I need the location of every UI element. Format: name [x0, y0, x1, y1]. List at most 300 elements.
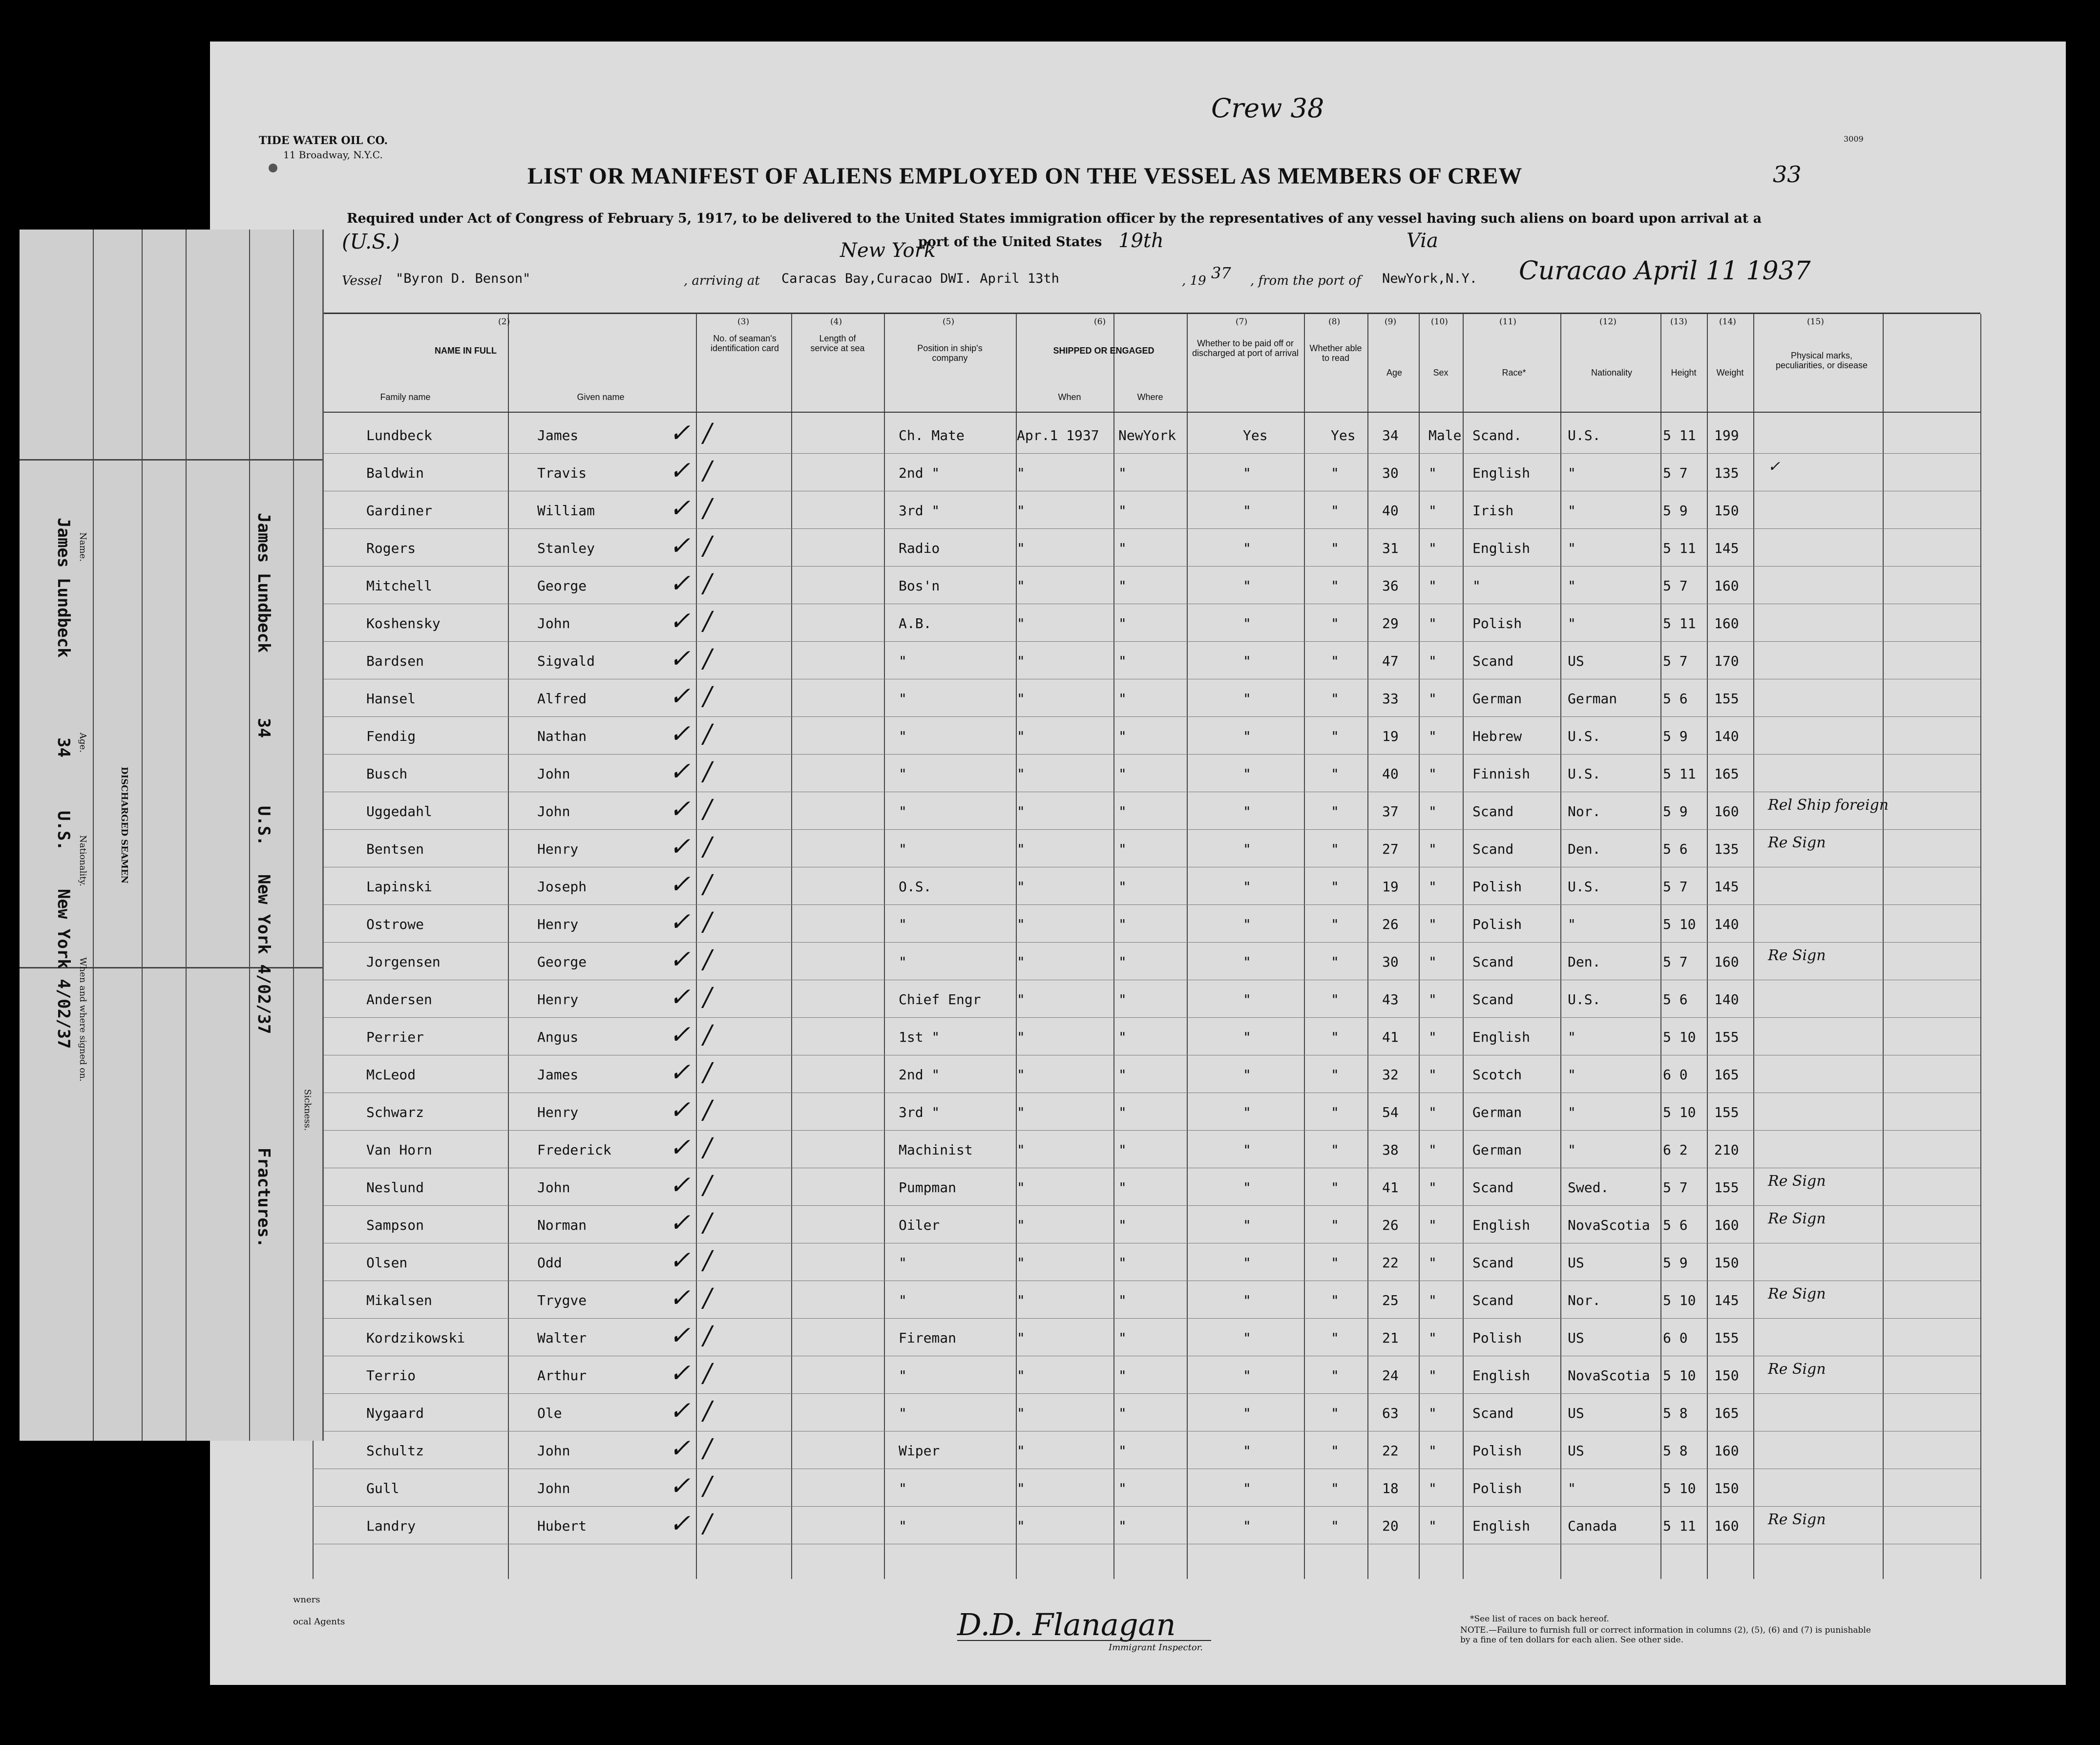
- col-num-4: (4): [830, 317, 842, 327]
- header-id-card: No. of seaman's identification card: [710, 334, 779, 353]
- checkmark-icon: ✓: [669, 682, 691, 711]
- where-cell: ": [1118, 1029, 1127, 1045]
- header-when: When: [1058, 392, 1081, 402]
- family-name-cell: Koshensky: [366, 615, 441, 631]
- paid-off-cell: Yes: [1243, 427, 1268, 443]
- where-cell: ": [1118, 465, 1127, 481]
- slash-mark: /: [703, 1472, 712, 1501]
- age-cell: 26: [1382, 1217, 1399, 1233]
- family-name-cell: Lundbeck: [366, 427, 432, 443]
- slip-side-name: James Lundbeck: [254, 513, 273, 653]
- weight-cell: 160: [1714, 1443, 1739, 1459]
- slash-mark: /: [703, 907, 712, 937]
- where-cell: ": [1118, 653, 1127, 669]
- penalty-note: NOTE.—Failure to furnish full or correct information in columns (2), (5), (6) and (7) is punishable by a fine of ten dollars for each alien. See other side.: [1460, 1625, 1871, 1645]
- race-cell: Scand: [1472, 1255, 1514, 1271]
- where-cell: ": [1118, 1480, 1127, 1496]
- given-name-cell: John: [537, 615, 570, 631]
- nationality-cell: ": [1568, 1480, 1576, 1496]
- able-read-cell: ": [1331, 653, 1339, 669]
- header-sex: Sex: [1433, 368, 1449, 378]
- family-name-cell: Nygaard: [366, 1405, 424, 1421]
- weight-cell: 210: [1714, 1142, 1739, 1158]
- nationality-cell: U.S.: [1568, 991, 1601, 1008]
- given-name-cell: Henry: [537, 991, 579, 1008]
- age-cell: 26: [1382, 916, 1399, 932]
- where-cell: NewYork: [1118, 427, 1176, 443]
- checkmark-icon: ✓: [669, 569, 691, 598]
- race-cell: Hebrew: [1472, 728, 1522, 744]
- checkmark-icon: ✓: [669, 795, 691, 824]
- where-cell: ": [1118, 503, 1127, 519]
- table-row: [313, 1093, 1980, 1129]
- able-read-cell: ": [1331, 841, 1339, 857]
- remark-cell: Re Sign: [1768, 947, 1826, 964]
- height-cell: 5 9: [1663, 503, 1688, 519]
- where-cell: ": [1118, 728, 1127, 744]
- sex-cell: ": [1428, 1142, 1437, 1158]
- paid-off-cell: ": [1243, 991, 1251, 1008]
- sex-cell: ": [1428, 954, 1437, 970]
- paid-off-cell: ": [1243, 465, 1251, 481]
- family-name-cell: Terrio: [366, 1367, 416, 1384]
- nationality-cell: ": [1568, 1067, 1576, 1083]
- weight-cell: 155: [1714, 1330, 1739, 1346]
- slip-seaman-age: 34: [54, 737, 73, 757]
- race-cell: Scand: [1472, 991, 1514, 1008]
- able-read-cell: ": [1331, 1179, 1339, 1196]
- able-read-cell: ": [1331, 954, 1339, 970]
- nationality-cell: Nor.: [1568, 1292, 1601, 1308]
- position-cell: ": [899, 691, 907, 707]
- race-cell: Polish: [1472, 879, 1522, 895]
- age-cell: 41: [1382, 1179, 1399, 1196]
- table-row: [313, 793, 1980, 828]
- weight-cell: 160: [1714, 803, 1739, 820]
- given-name-cell: Nathan: [537, 728, 587, 744]
- paid-off-cell: ": [1243, 803, 1251, 820]
- when-cell: ": [1017, 803, 1025, 820]
- age-cell: 25: [1382, 1292, 1399, 1308]
- sex-cell: ": [1428, 1405, 1437, 1421]
- family-name-cell: Mitchell: [366, 578, 432, 594]
- where-cell: ": [1118, 1255, 1127, 1271]
- nationality-cell: ": [1568, 1029, 1576, 1045]
- where-cell: ": [1118, 1217, 1127, 1233]
- age-cell: 36: [1382, 578, 1399, 594]
- weight-cell: 140: [1714, 728, 1739, 744]
- family-name-cell: Gardiner: [366, 503, 432, 519]
- height-cell: 5 6: [1663, 841, 1688, 857]
- position-cell: ": [899, 954, 907, 970]
- race-cell: English: [1472, 1029, 1531, 1045]
- able-read-cell: ": [1331, 1367, 1339, 1384]
- when-cell: ": [1017, 1518, 1025, 1534]
- table-row: [313, 830, 1980, 865]
- header-given-name: Given name: [577, 392, 625, 402]
- sex-cell: ": [1428, 841, 1437, 857]
- checkmark-icon: ✓: [669, 1058, 691, 1087]
- where-cell: ": [1118, 1367, 1127, 1384]
- checkmark-icon: ✓: [669, 832, 691, 862]
- when-cell: ": [1017, 691, 1025, 707]
- sex-cell: ": [1428, 879, 1437, 895]
- height-cell: 5 9: [1663, 803, 1688, 820]
- table-row: [313, 1470, 1980, 1505]
- col-num-9: (9): [1385, 317, 1397, 327]
- age-cell: 43: [1382, 991, 1399, 1008]
- height-cell: 5 6: [1663, 991, 1688, 1008]
- position-cell: ": [899, 1367, 907, 1384]
- when-cell: ": [1017, 578, 1025, 594]
- race-cell: German: [1472, 691, 1522, 707]
- col-num-2: (2): [498, 317, 510, 327]
- slip-seaman-signed: New York 4/02/37: [54, 889, 73, 1049]
- family-name-cell: Perrier: [366, 1029, 424, 1045]
- header-family-name: Family name: [380, 392, 431, 402]
- company-name: TIDE WATER OIL CO.: [259, 134, 388, 147]
- paid-off-cell: ": [1243, 1104, 1251, 1120]
- when-cell: ": [1017, 954, 1025, 970]
- weight-cell: 145: [1714, 1292, 1739, 1308]
- remark-cell: Re Sign: [1768, 1210, 1826, 1227]
- table-row: [313, 1206, 1980, 1241]
- weight-cell: 160: [1714, 1518, 1739, 1534]
- given-name-cell: Henry: [537, 841, 579, 857]
- crew-note: Crew 38: [1211, 93, 1324, 124]
- nationality-cell: US: [1568, 653, 1584, 669]
- weight-cell: 155: [1714, 1179, 1739, 1196]
- table-row: [313, 454, 1980, 489]
- given-name-cell: Arthur: [537, 1367, 587, 1384]
- sex-cell: ": [1428, 991, 1437, 1008]
- weight-cell: 150: [1714, 1480, 1739, 1496]
- slash-mark: /: [703, 1359, 712, 1388]
- paid-off-cell: ": [1243, 841, 1251, 857]
- remark-cell: Re Sign: [1768, 1173, 1826, 1190]
- paid-off-cell: ": [1243, 1142, 1251, 1158]
- slash-mark: /: [703, 419, 712, 448]
- paid-off-cell: ": [1243, 503, 1251, 519]
- sex-cell: Male: [1428, 427, 1462, 443]
- remark-cell: Re Sign: [1768, 1511, 1826, 1528]
- nationality-cell: NovaScotia: [1568, 1217, 1650, 1233]
- slash-mark: /: [703, 945, 712, 974]
- weight-cell: 160: [1714, 954, 1739, 970]
- race-cell: German: [1472, 1104, 1522, 1120]
- nationality-cell: Den.: [1568, 841, 1601, 857]
- position-cell: ": [899, 653, 907, 669]
- col-num-14: (14): [1719, 317, 1736, 327]
- age-cell: 19: [1382, 728, 1399, 744]
- vessel-name: "Byron D. Benson": [396, 271, 531, 286]
- when-cell: ": [1017, 540, 1025, 556]
- family-name-cell: Schwarz: [366, 1104, 424, 1120]
- able-read-cell: ": [1331, 991, 1339, 1008]
- given-name-cell: William: [537, 503, 595, 519]
- family-name-cell: Gull: [366, 1480, 399, 1496]
- subtitle-line1: Required under Act of Congress of February 5, 1917, to be delivered to the United States immigration officer by the representatives of any vessel having such aliens on board upon arrival at a: [347, 211, 1762, 226]
- able-read-cell: ": [1331, 465, 1339, 481]
- age-cell: 54: [1382, 1104, 1399, 1120]
- table-row: [313, 605, 1980, 640]
- slash-mark: /: [703, 832, 712, 862]
- paid-off-cell: ": [1243, 540, 1251, 556]
- paid-off-cell: ": [1243, 916, 1251, 932]
- paid-off-cell: ": [1243, 615, 1251, 631]
- weight-cell: 160: [1714, 615, 1739, 631]
- header-position: Position in ship's company: [917, 343, 983, 363]
- weight-cell: 150: [1714, 1255, 1739, 1271]
- sex-cell: ": [1428, 728, 1437, 744]
- sex-cell: ": [1428, 1480, 1437, 1496]
- nationality-cell: NovaScotia: [1568, 1367, 1650, 1384]
- race-cell: German: [1472, 1142, 1522, 1158]
- family-name-cell: Fendig: [366, 728, 416, 744]
- position-cell: 2nd ": [899, 1067, 940, 1083]
- sex-cell: ": [1428, 465, 1437, 481]
- year-prefix: , 19: [1182, 273, 1206, 288]
- family-name-cell: Hansel: [366, 691, 416, 707]
- sex-cell: ": [1428, 1179, 1437, 1196]
- weight-cell: 145: [1714, 540, 1739, 556]
- slip-nat-label: Nationality.: [78, 835, 88, 886]
- header-race: Race*: [1502, 368, 1526, 378]
- able-read-cell: ": [1331, 1292, 1339, 1308]
- age-cell: 40: [1382, 766, 1399, 782]
- paid-off-cell: ": [1243, 1330, 1251, 1346]
- family-name-cell: Baldwin: [366, 465, 424, 481]
- given-name-cell: Henry: [537, 1104, 579, 1120]
- height-cell: 5 7: [1663, 1179, 1688, 1196]
- able-read-cell: ": [1331, 1104, 1339, 1120]
- able-read-cell: ": [1331, 1405, 1339, 1421]
- age-cell: 34: [1382, 427, 1399, 443]
- sex-cell: ": [1428, 1067, 1437, 1083]
- paid-off-cell: ": [1243, 954, 1251, 970]
- header-length-service: Length of service at sea: [810, 334, 865, 353]
- checkmark-icon: ✓: [669, 907, 691, 937]
- arriving-port: Caracas Bay,Curacao DWI. April 13th: [781, 271, 1059, 286]
- race-cell: Scand: [1472, 803, 1514, 820]
- able-read-cell: ": [1331, 1217, 1339, 1233]
- slash-mark: /: [703, 1133, 712, 1162]
- race-cell: English: [1472, 1367, 1531, 1384]
- able-read-cell: ": [1331, 503, 1339, 519]
- given-name-cell: Ole: [537, 1405, 562, 1421]
- when-cell: ": [1017, 841, 1025, 857]
- punch-hole: [269, 164, 277, 172]
- able-read-cell: ": [1331, 916, 1339, 932]
- table-row: [313, 1507, 1980, 1542]
- nationality-cell: ": [1568, 615, 1576, 631]
- position-cell: ": [899, 728, 907, 744]
- where-cell: ": [1118, 1179, 1127, 1196]
- height-cell: 5 8: [1663, 1405, 1688, 1421]
- table-row: [313, 642, 1980, 677]
- when-cell: ": [1017, 503, 1025, 519]
- header-paid-off: Whether to be paid off or discharged at port of arrival: [1192, 338, 1299, 358]
- when-cell: ": [1017, 1104, 1025, 1120]
- col-num-13: (13): [1670, 317, 1687, 327]
- slash-mark: /: [703, 456, 712, 485]
- where-cell: ": [1118, 803, 1127, 820]
- checkmark-icon: ✓: [669, 644, 691, 673]
- age-cell: 31: [1382, 540, 1399, 556]
- able-read-cell: ": [1331, 1330, 1339, 1346]
- table-row: [313, 1169, 1980, 1204]
- position-cell: ": [899, 1480, 907, 1496]
- discharged-seamen-slip: [20, 230, 324, 1441]
- checkmark-icon: ✓: [669, 1359, 691, 1388]
- slash-mark: /: [703, 719, 712, 749]
- race-cell: ": [1472, 578, 1481, 594]
- checkmark-icon: ✓: [669, 1283, 691, 1313]
- table-row: [313, 1319, 1980, 1354]
- height-cell: 5 6: [1663, 1217, 1688, 1233]
- hand-us: (U.S.): [342, 230, 400, 253]
- page-number: 33: [1773, 161, 1802, 188]
- family-name-cell: Andersen: [366, 991, 432, 1008]
- slash-mark: /: [703, 1246, 712, 1275]
- position-cell: Ch. Mate: [899, 427, 965, 443]
- family-name-cell: Rogers: [366, 540, 416, 556]
- position-cell: ": [899, 841, 907, 857]
- age-cell: 20: [1382, 1518, 1399, 1534]
- paid-off-cell: ": [1243, 691, 1251, 707]
- slash-mark: /: [703, 644, 712, 673]
- position-cell: Oiler: [899, 1217, 940, 1233]
- paid-off-cell: ": [1243, 1179, 1251, 1196]
- checkmark-icon: ✓: [669, 1246, 691, 1275]
- header-height: Height: [1671, 368, 1697, 378]
- col-num-3: (3): [737, 317, 750, 327]
- checkmark-icon: ✓: [669, 945, 691, 974]
- paid-off-cell: ": [1243, 1405, 1251, 1421]
- race-note: *See list of races on back hereof.: [1470, 1614, 1609, 1624]
- nationality-cell: ": [1568, 540, 1576, 556]
- age-cell: 38: [1382, 1142, 1399, 1158]
- when-cell: ": [1017, 1217, 1025, 1233]
- paid-off-cell: ": [1243, 1367, 1251, 1384]
- table-row: [313, 1244, 1980, 1279]
- slip-heading: DISCHARGED SEAMEN: [119, 767, 129, 884]
- where-cell: ": [1118, 1142, 1127, 1158]
- where-cell: ": [1118, 954, 1127, 970]
- nationality-cell: ": [1568, 1142, 1576, 1158]
- when-cell: ": [1017, 1367, 1025, 1384]
- checkmark-icon: ✓: [669, 1020, 691, 1050]
- hand-date: 19th: [1118, 230, 1164, 252]
- when-cell: ": [1017, 1067, 1025, 1083]
- table-row: [313, 868, 1980, 903]
- given-name-cell: Norman: [537, 1217, 587, 1233]
- when-cell: ": [1017, 615, 1025, 631]
- height-cell: 5 11: [1663, 427, 1696, 443]
- race-cell: Finnish: [1472, 766, 1531, 782]
- family-name-cell: Neslund: [366, 1179, 424, 1196]
- height-cell: 5 7: [1663, 879, 1688, 895]
- when-cell: ": [1017, 728, 1025, 744]
- height-cell: 5 10: [1663, 916, 1696, 932]
- position-cell: ": [899, 766, 907, 782]
- height-cell: 5 7: [1663, 653, 1688, 669]
- height-cell: 5 10: [1663, 1367, 1696, 1384]
- paid-off-cell: ": [1243, 1255, 1251, 1271]
- sex-cell: ": [1428, 766, 1437, 782]
- slash-mark: /: [703, 983, 712, 1012]
- from-port-label: , from the port of: [1250, 273, 1361, 288]
- given-name-cell: Sigvald: [537, 653, 595, 669]
- race-cell: English: [1472, 1217, 1531, 1233]
- nationality-cell: US: [1568, 1443, 1584, 1459]
- weight-cell: 170: [1714, 653, 1739, 669]
- crew-table: [313, 313, 1980, 1579]
- nationality-cell: US: [1568, 1330, 1584, 1346]
- where-cell: ": [1118, 691, 1127, 707]
- height-cell: 5 11: [1663, 766, 1696, 782]
- position-cell: Wiper: [899, 1443, 940, 1459]
- when-cell: ": [1017, 1330, 1025, 1346]
- slip-side-age: 34: [254, 718, 273, 738]
- height-cell: 5 10: [1663, 1480, 1696, 1496]
- weight-cell: 140: [1714, 991, 1739, 1008]
- checkmark-icon: ✓: [669, 1509, 691, 1538]
- able-read-cell: ": [1331, 691, 1339, 707]
- slip-seaman-name: James Lundbeck: [54, 518, 73, 658]
- nationality-cell: U.S.: [1568, 728, 1601, 744]
- given-name-cell: George: [537, 578, 587, 594]
- weight-cell: 165: [1714, 1405, 1739, 1421]
- height-cell: 5 10: [1663, 1029, 1696, 1045]
- weight-cell: 165: [1714, 766, 1739, 782]
- table-row: [313, 567, 1980, 602]
- sex-cell: ": [1428, 916, 1437, 932]
- family-name-cell: Kordzikowski: [366, 1330, 465, 1346]
- when-cell: ": [1017, 1142, 1025, 1158]
- able-read-cell: ": [1331, 578, 1339, 594]
- when-cell: ": [1017, 465, 1025, 481]
- when-cell: ": [1017, 991, 1025, 1008]
- paid-off-cell: ": [1243, 879, 1251, 895]
- nationality-cell: ": [1568, 465, 1576, 481]
- family-name-cell: Bardsen: [366, 653, 424, 669]
- given-name-cell: John: [537, 1443, 570, 1459]
- when-cell: ": [1017, 916, 1025, 932]
- sex-cell: ": [1428, 1518, 1437, 1534]
- position-cell: O.S.: [899, 879, 932, 895]
- race-cell: Scand: [1472, 1179, 1514, 1196]
- slash-mark: /: [703, 494, 712, 523]
- race-cell: English: [1472, 1518, 1531, 1534]
- table-row: [313, 905, 1980, 941]
- paid-off-cell: ": [1243, 1480, 1251, 1496]
- position-cell: 2nd ": [899, 465, 940, 481]
- family-name-cell: Bentsen: [366, 841, 424, 857]
- position-cell: Fireman: [899, 1330, 957, 1346]
- age-cell: 22: [1382, 1443, 1399, 1459]
- header-shipped: SHIPPED OR ENGAGED: [1053, 346, 1155, 356]
- sex-cell: ": [1428, 503, 1437, 519]
- paid-off-cell: ": [1243, 728, 1251, 744]
- where-cell: ": [1118, 916, 1127, 932]
- where-cell: ": [1118, 1330, 1127, 1346]
- slash-mark: /: [703, 1283, 712, 1313]
- nationality-cell: U.S.: [1568, 766, 1601, 782]
- weight-cell: 155: [1714, 1029, 1739, 1045]
- where-cell: ": [1118, 1405, 1127, 1421]
- given-name-cell: James: [537, 1067, 579, 1083]
